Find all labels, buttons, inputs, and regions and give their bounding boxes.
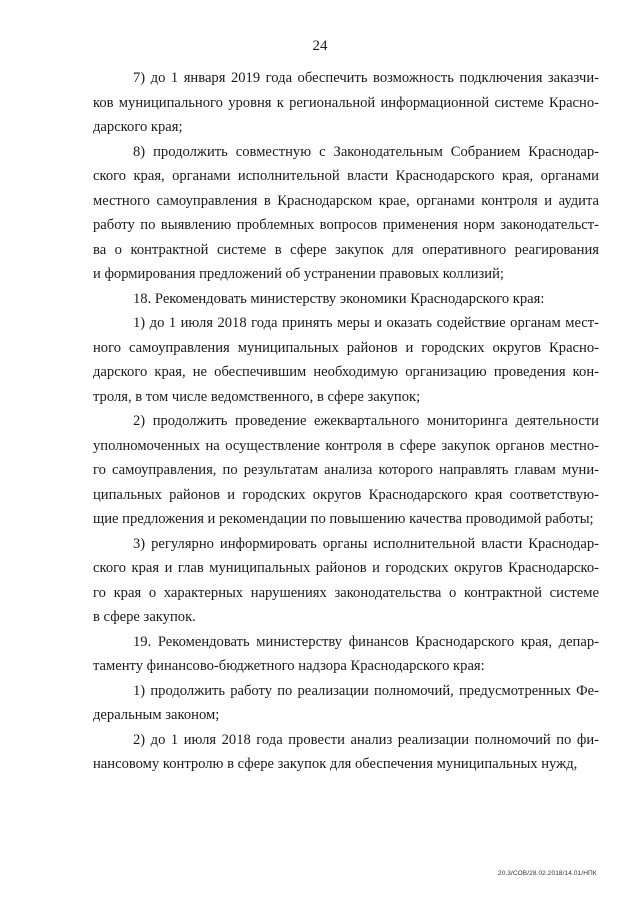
paragraph-line: и формирования предложений об устранении правовых коллизий; — [93, 266, 504, 282]
page-number: 24 — [312, 38, 328, 54]
paragraph-line: уполномоченных на осуществление контроля в сфере закупок органов местно- — [93, 437, 599, 454]
paragraph-line: местного самоуправления в Краснодарском крае, органами контроля и аудита — [93, 192, 599, 209]
paragraph-line: 3) регулярно информировать органы исполнительной власти Краснодар- — [133, 535, 599, 552]
paragraph-line: в сфере закупок. — [93, 609, 196, 625]
paragraph-line: щие предложения и рекомендации по повышению качества проводимой работы; — [93, 511, 594, 527]
paragraph-line: 18. Рекомендовать министерству экономики Краснодарского края: — [133, 290, 545, 307]
document-body — [93, 66, 599, 777]
paragraph-line: 1) до 1 июля 2018 года принять меры и оказать содействие органам мест- — [133, 315, 599, 331]
paragraph-line: 8) продолжить совместную с Законодательным Собранием Краснодар- — [133, 143, 599, 160]
paragraph-line: го самоуправления, по результатам анализа которого направлять главам муни- — [93, 462, 599, 478]
paragraph-line: ципальных районов и городских округов Краснодарского края соответствую- — [93, 486, 599, 503]
paragraph-line: дарского края; — [93, 119, 183, 135]
paragraph-line: нансовому контролю в сфере закупок для обеспечения муниципальных нужд, — [93, 756, 578, 772]
paragraph-line: ного самоуправления муниципальных районов и городских округов Красно- — [93, 339, 599, 356]
paragraph — [93, 287, 599, 312]
paragraph-line: деральным законом; — [93, 707, 220, 723]
paragraph — [93, 532, 599, 630]
paragraph-line: троля, в том числе ведомственного, в сфере закупок; — [93, 388, 421, 405]
paragraph-line: 2) до 1 июля 2018 года провести анализ реализации полномочий по фи- — [133, 731, 599, 748]
paragraph-line: работу по выявлению проблемных вопросов применения норм законодательст- — [93, 217, 599, 233]
paragraph-line: ского края и глав муниципальных районов и городских округов Краснодарско- — [93, 560, 599, 576]
paragraph-line: 7) до 1 января 2019 года обеспечить возможность подключения заказчи- — [133, 70, 599, 86]
paragraph-line: 1) продолжить работу по реализации полномочий, предусмотренных Фе- — [133, 682, 599, 699]
paragraph-line: 19. Рекомендовать министерству финансов Краснодарского края, депар- — [133, 633, 599, 650]
paragraph-line: ва о контрактной системе в сфере закупок для оперативного реагирования — [93, 241, 599, 258]
paragraph-line: ков муниципального уровня к региональной информационной системе Красно- — [93, 94, 599, 111]
paragraph-line: таменту финансово-бюджетного надзора Краснодарского края: — [93, 658, 485, 674]
paragraph-line: го края о характерных нарушениях законодательства о контрактной системе — [93, 584, 599, 601]
paragraph — [93, 679, 599, 728]
paragraph-line: ского края, органами исполнительной власти Краснодарского края, органами — [93, 168, 599, 184]
paragraph-line: 2) продолжить проведение ежеквартального мониторинга деятельности — [133, 413, 599, 429]
paragraph — [93, 630, 599, 679]
document-footer-code: 20.3/СОВ/28.02.2018/14.01/НПК — [498, 870, 597, 877]
paragraph — [93, 728, 599, 777]
paragraph — [93, 311, 599, 409]
paragraph — [93, 140, 599, 287]
paragraph-line: дарского края, не обеспечившим необходимую организацию проведения кон- — [93, 364, 599, 380]
paragraph — [93, 409, 599, 532]
paragraph — [93, 66, 599, 140]
